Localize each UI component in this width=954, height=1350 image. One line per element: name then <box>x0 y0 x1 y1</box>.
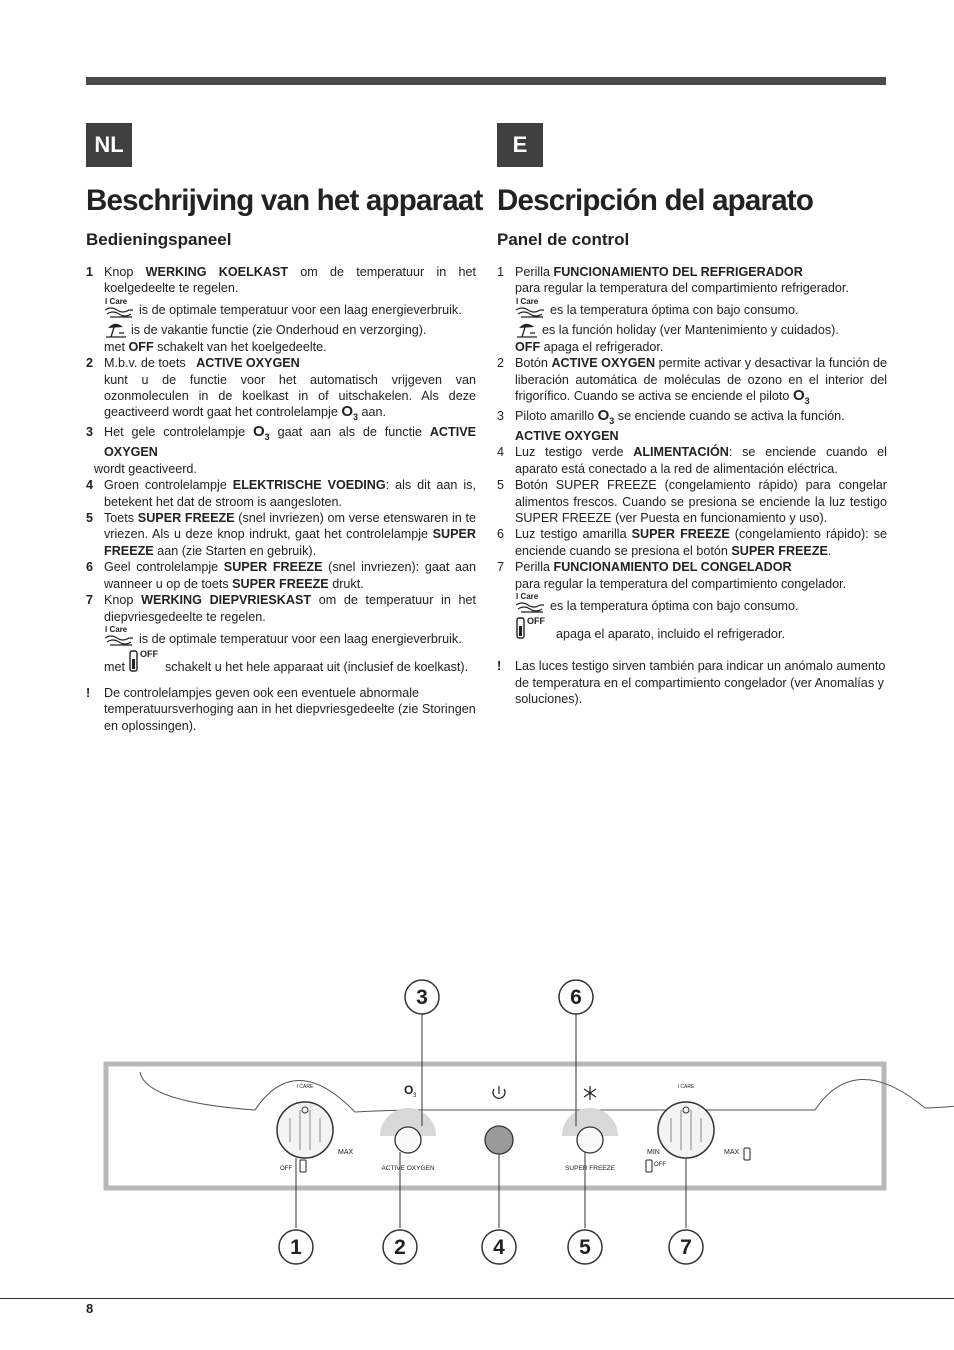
list-item: I Care es la temperatura óptima con bajo consumo. <box>516 592 799 613</box>
item-list-nl <box>86 264 476 734</box>
section-title-es: Panel de control <box>497 230 630 249</box>
super-freeze-button[interactable] <box>562 1086 618 1172</box>
power-icon <box>493 1086 505 1098</box>
svg-text:7: 7 <box>680 1236 692 1259</box>
snowflake-icon <box>584 1086 596 1100</box>
freezer-dial <box>646 1084 750 1172</box>
list-item: 5 Toets SUPER FREEZE (snel invriezen) om verse etenswaren in te vriezen. Als u deze knop indrukt, gaat het controlelampje SUPER FREEZE aan (zie Starten en gebruik). <box>86 511 476 558</box>
list-item: 2 M.b.v. de toets ACTIVE OXYGEN kunt u de functie voor het automatisch vrijgeven van ozonmoleculen in de koelkast in of uitschakelen. Als deze geactiveerd wordt gaat het controlelampje $O_3$ aan. <box>86 356 476 423</box>
list-item: 7 Perilla FUNCIONAMIENTO DEL CONGELADOR para regular la temperatura del compartimiento congelador. <box>497 560 847 591</box>
holiday-icon <box>104 319 128 339</box>
icare-icon <box>104 297 136 319</box>
list-item: I Care es la temperatura óptima con bajo consumo. <box>516 296 799 318</box>
list-item: 6 Luz testigo amarilla SUPER FREEZE (congelamiento rápido): se enciende cuando se presiona el botón SUPER FREEZE. <box>497 527 888 558</box>
callout-6 <box>559 980 593 1014</box>
list-item: I Care is de optimale temperatuur voor een laag energieverbruik. <box>105 296 462 318</box>
svg-text:OFF: OFF <box>654 1162 666 1168</box>
svg-text:MIN: MIN <box>647 1149 660 1156</box>
list-item: met OFF schakelt van het koelgedeelte. <box>104 339 327 354</box>
holiday-icon <box>515 319 539 339</box>
list-item: 4 Luz testigo verde ALIMENTACIÓN: se enciende cuando el aparato está conectado a la red de alimentación eléctrica. <box>497 445 887 476</box>
svg-text:I Care: I Care <box>516 592 539 602</box>
svg-text:1: 1 <box>290 1236 302 1259</box>
svg-text:4: 4 <box>493 1236 505 1259</box>
icare-icon <box>515 297 547 319</box>
list-item: 2 Botón ACTIVE OXYGEN permite activar y desactivar la función de liberación automática de moléculas de ozono en el interior del frigorífico. Cuando se activa se enciende el piloto $O_3$ <box>497 356 887 407</box>
panel-contour <box>140 1072 954 1112</box>
callout-1 <box>279 1230 313 1264</box>
page-title-es: Descripción del aparato <box>497 184 814 217</box>
note: ! Las luces testigo sirven también para indicar un anómalo aumento de temperatura en el compartimiento congelador (ver Anomalías y soluciones). <box>497 659 886 706</box>
list-item: 3 Het gele controlelampje $O_3$ gaat aan als de functie ACTIVE OXYGEN <box>86 423 476 460</box>
list-item: 5 Botón SUPER FREEZE (congelamiento rápido) para congelar alimentos frescos. Cuando se presiona se enciende la luz testigo SUPER FREEZE (ver Puesta en funcionamiento y uso). <box>497 478 887 526</box>
list-item-continuation: wordt geactiveerd. <box>94 461 197 476</box>
svg-text:6: 6 <box>570 986 582 1009</box>
svg-text:I CARE: I CARE <box>677 1084 695 1090</box>
ozone-icon: $O_3$ <box>341 403 359 423</box>
off-icon <box>128 647 162 675</box>
svg-text:2: 2 <box>394 1236 406 1259</box>
ozone-icon: $O_3$ <box>792 387 810 407</box>
list-item: I Care is de optimale temperatuur voor een laag energieverbruik. <box>105 624 462 646</box>
note: ! De controlelampjes geven ook een eventuele abnormale temperatuursverhoging aan in het diepvriesgedeelte (zie Storingen en oplossingen). <box>86 685 476 733</box>
svg-text:SUPER FREEZE: SUPER FREEZE <box>565 1165 615 1172</box>
list-item: is de vakantie functie (zie Onderhoud en verzorging). <box>104 319 476 339</box>
power-led <box>485 1086 513 1154</box>
svg-text:I Care: I Care <box>516 296 539 306</box>
callout-4 <box>482 1230 516 1264</box>
callout-5 <box>568 1230 602 1264</box>
control-panel-diagram <box>0 960 954 1290</box>
footer-rule <box>0 1298 954 1299</box>
language-badge-nl: NL <box>86 123 132 167</box>
svg-text:I Care: I Care <box>105 624 128 634</box>
list-item: 1 Knop WERKING KOELKAST om de temperatuur in het koelgedeelte te regelen. <box>86 265 476 296</box>
list-item: 7 Knop WERKING DIEPVRIESKAST om de temperatuur in het diepvriesgedeelte te regelen. <box>86 593 476 624</box>
header-rule <box>86 77 886 85</box>
svg-text:ACTIVE OXYGEN: ACTIVE OXYGEN <box>381 1165 435 1172</box>
ozone-icon: $O_3$ <box>597 407 615 427</box>
icare-icon <box>515 592 547 614</box>
fridge-dial <box>277 1084 354 1172</box>
ozone-icon: $O_3$ <box>253 423 270 443</box>
list-item: met OFF schakelt u het hele apparaat uit (inclusief de koelkast). <box>104 648 469 674</box>
list-item: 1 Perilla FUNCIONAMIENTO DEL REFRIGERADOR para regular la temperatura del compartimiento refrigerador. <box>497 265 849 296</box>
svg-text:OFF: OFF <box>140 648 158 659</box>
list-item: 6 Geel controlelampje SUPER FREEZE (snel invriezen): gaat aan wanneer u op de toets SUPER FREEZE drukt. <box>86 560 476 591</box>
page-number: 8 <box>86 1301 94 1316</box>
callout-2 <box>383 1230 417 1264</box>
list-item: OFF apaga el aparato, incluido el refrigerador. <box>515 614 887 642</box>
language-badge-es: E <box>497 123 543 167</box>
item-list-es <box>497 264 887 707</box>
column-spanish <box>497 184 887 707</box>
list-item: es la función holiday (ver Mantenimiento y cuidados). <box>515 319 887 339</box>
column-dutch <box>86 184 483 734</box>
section-title-nl: Bedieningspaneel <box>86 230 232 249</box>
svg-text:O: O <box>404 1083 414 1097</box>
svg-text:OFF: OFF <box>527 616 545 627</box>
svg-text:3: 3 <box>416 986 428 1009</box>
svg-text:OFF: OFF <box>280 1166 292 1172</box>
list-item: 3 Piloto amarillo $O_3$ se enciende cuando se activa la función. ACTIVE OXYGEN <box>497 407 845 444</box>
callout-7 <box>669 1230 703 1264</box>
svg-text:3: 3 <box>413 1093 417 1099</box>
svg-text:MAX: MAX <box>338 1149 354 1156</box>
callout-3 <box>405 980 439 1014</box>
svg-text:MAX: MAX <box>724 1149 740 1156</box>
off-icon <box>515 614 549 642</box>
page-title-nl: Beschrijving van het apparaat <box>86 184 483 217</box>
svg-text:5: 5 <box>579 1236 591 1259</box>
list-item: 4 Groen controlelampje ELEKTRISCHE VOEDING: als dit aan is, betekent het dat de stroom is aangesloten. <box>86 478 476 509</box>
active-oxygen-button[interactable] <box>380 1083 436 1172</box>
svg-text:I CARE: I CARE <box>296 1084 314 1090</box>
icare-icon <box>104 625 136 647</box>
list-item: OFF apaga el refrigerador. <box>515 339 664 354</box>
callout-lines <box>296 1014 686 1228</box>
svg-text:I Care: I Care <box>105 296 128 306</box>
